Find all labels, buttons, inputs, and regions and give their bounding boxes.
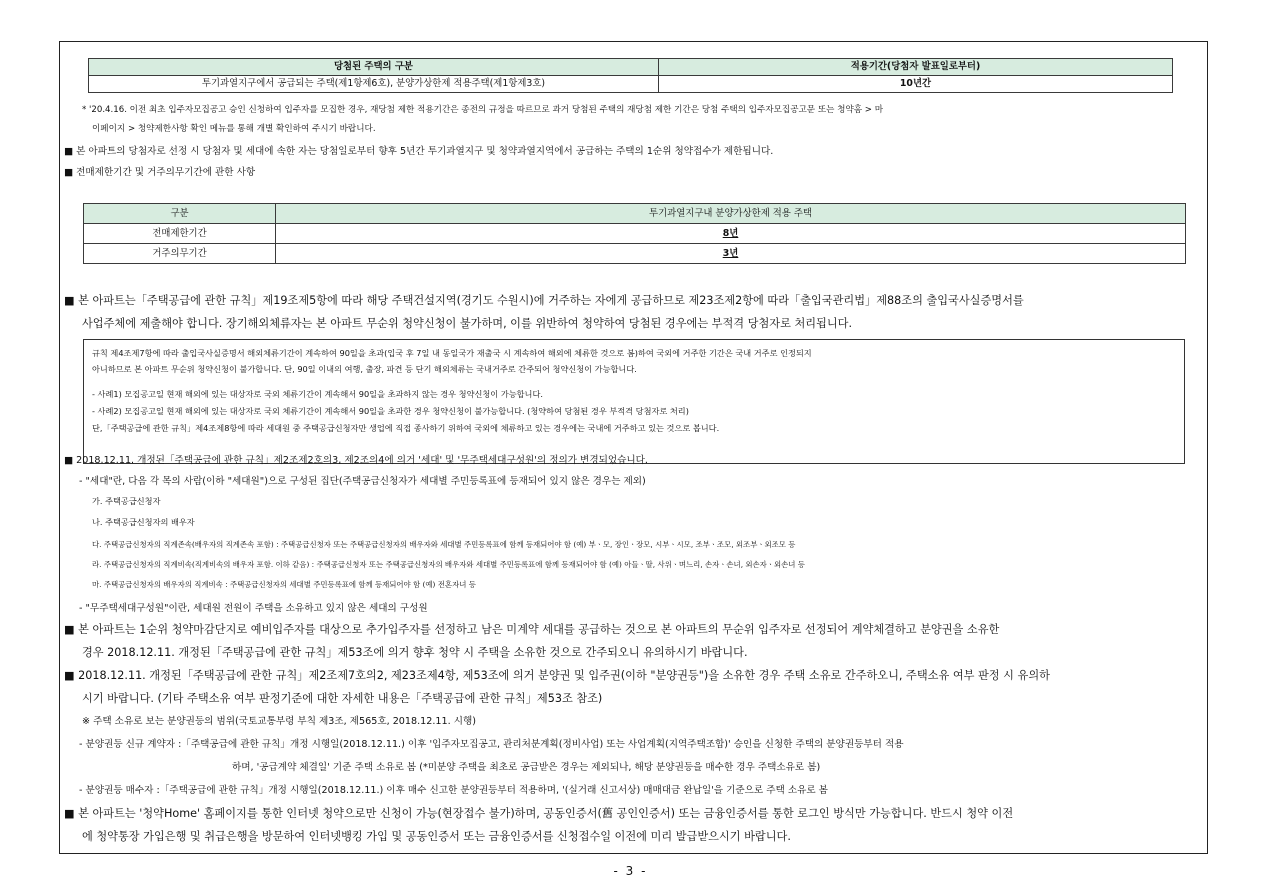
rewinning-restriction-table bbox=[88, 58, 1173, 93]
table-header-cell: 투기과열지구내 분양가상한제 적용 주택 bbox=[276, 204, 1186, 224]
table-row bbox=[89, 76, 1173, 93]
bullet-rights-line: - 분양권등 매수자 :「주택공급에 관한 규칙」개정 시행일(2018.12.11.) 이후 매수 신고한 분양권등부터 적용하며, '(실거래 신고서상) 매매대금 완납일'을 기준으로 주택 소유로 봄 bbox=[79, 785, 828, 796]
bullet-resale-title: ■ 전매제한기간 및 거주의무기간에 관한 사항 bbox=[64, 167, 256, 178]
resale-restriction-table bbox=[83, 203, 1186, 264]
bullet-rights-line: ※ 주택 소유로 보는 분양권등의 범위(국토교통부령 부칙 제3조, 제565호, 2018.12.11. 시행) bbox=[82, 716, 477, 727]
note-line: 이페이지 > 청약제한사항 확인 메뉴를 통해 개별 확인하여 주시기 바랍니다. bbox=[92, 124, 376, 134]
table-header-cell: 당첨된 주택의 구분 bbox=[89, 59, 659, 76]
bullet-rights-line: - 분양권등 신규 계약자 :「주택공급에 관한 규칙」개정 시행일(2018.12.11.) 이후 '입주자모집공고, 관리처분계획(정비사업) 또는 사업계획(지역주택조합)' 승인을 신청한 주택의 분양권등부터 적용 bbox=[79, 739, 904, 750]
table-header-cell: 구분 bbox=[84, 204, 276, 224]
box-line: - 사례2) 모집공고일 현재 해외에 있는 대상자로 국외 체류기간이 계속해서 90일을 초과한 경우 청약신청이 불가능합니다. (청약하여 당첨된 경우 부적격 당첨자로 처리) bbox=[92, 406, 689, 416]
household-nohouse: - "무주택세대구성원"이란, 세대원 전원이 주택을 소유하고 있지 않은 세대의 구성원 bbox=[79, 603, 428, 614]
table-cell: 투기과열지구에서 공급되는 주택(제1항제6호), 분양가상한제 적용주택(제1항제3호) bbox=[89, 76, 659, 93]
household-item: 다. 주택공급신청자의 직계존속(배우자의 직계존속 포함) : 주택공급신청자 또는 주택공급신청자의 배우자와 세대별 주민등록표에 함께 등재되어야 함 (예) 부ㆍ모, 장인ㆍ장모, 시부ㆍ시모, 조부ㆍ조모, 외조부ㆍ외조모 등 bbox=[92, 540, 796, 549]
page-number: - 3 - bbox=[613, 864, 648, 878]
household-item: 라. 주택공급신청자의 직계비속(직계비속의 배우자 포함. 이하 같음) : 주택공급신청자 또는 주택공급신청자의 배우자와 세대별 주민등록표에 함께 등재되어야 함 (예) 아들ㆍ딸, 사위ㆍ며느리, 손자ㆍ손녀, 외손자ㆍ외손녀 등 bbox=[92, 560, 805, 569]
bullet-residence-line: ■ 본 아파트는「주택공급에 관한 규칙」제19조제5항에 따라 해당 주택건설지역(경기도 수원시)에 거주하는 자에게 공급하므로 제23조제2항에 따라「출입국관리법」제88조의 출입국사실증명서를 bbox=[64, 294, 1024, 307]
table-header-row bbox=[84, 204, 1186, 224]
bullet-online-line: 에 청약통장 가입은행 및 취급은행을 방문하여 인터넷뱅킹 가입 및 공동인증서 또는 금융인증서를 신청접수일 이전에 미리 발급받으시기 바랍니다. bbox=[82, 830, 791, 843]
table-cell: 8년 bbox=[276, 224, 1186, 244]
table-cell: 3년 bbox=[276, 244, 1186, 264]
box-line: - 사례1) 모집공고일 현재 해외에 있는 대상자로 국외 체류기간이 계속해서 90일을 초과하지 않는 경우 청약신청이 가능합니다. bbox=[92, 389, 543, 399]
table-header-cell: 적용기간(당첨자 발표일로부터) bbox=[659, 59, 1173, 76]
overseas-stay-box bbox=[83, 339, 1185, 464]
bullet-residence-line: 사업주체에 제출해야 합니다. 장기해외체류자는 본 아파트 무순위 청약신청이 불가하며, 이를 위반하여 청약하여 당첨된 경우에는 부적격 당첨자로 처리됩니다. bbox=[82, 317, 853, 330]
table-cell: 10년간 bbox=[659, 76, 1173, 93]
bullet-unsold-line: ■ 본 아파트는 1순위 청약마감단지로 예비입주자를 대상으로 추가입주자를 선정하고 남은 미계약 세대를 공급하는 것으로 본 아파트의 무순위 입주자로 선정되어 계약체결하고 분양권을 소유한 bbox=[64, 623, 1000, 636]
bullet-restriction: ■ 본 아파트의 당첨자로 선정 시 당첨자 및 세대에 속한 자는 당첨일로부터 향후 5년간 투기과열지구 및 청약과열지역에서 공급하는 주택의 1순위 청약접수가 제한됩니다. bbox=[64, 146, 774, 157]
note-line: * '20.4.16. 이전 최초 입주자모집공고 승인 신청하여 입주자를 모집한 경우, 재당첨 제한 적용기간은 종전의 규정을 따르므로 과거 당첨된 주택의 재당첨 제한 기간은 당첨 주택의 입주자모집공고문 또는 청약홈 > 마 bbox=[82, 105, 884, 115]
table-cell: 전매제한기간 bbox=[84, 224, 276, 244]
table-header-row bbox=[89, 59, 1173, 76]
box-line: 아니하므로 본 아파트 무순위 청약신청이 불가합니다. 단, 90일 이내의 여행, 출장, 파견 등 단기 해외체류는 국내거주로 간주되어 청약신청이 가능합니다. bbox=[92, 364, 637, 374]
household-title: ■ 2018.12.11. 개정된「주택공급에 관한 규칙」제2조제2호의3, 제2조의4에 의거 '세대' 및 '무주택세대구성원'의 정의가 변경되었습니다. bbox=[64, 455, 648, 466]
table-cell: 거주의무기간 bbox=[84, 244, 276, 264]
table-row bbox=[84, 224, 1186, 244]
bullet-online-line: ■ 본 아파트는 '청약Home' 홈페이지를 통한 인터넷 청약으로만 신청이 가능(현장접수 불가)하며, 공동인증서(舊 공인인증서) 또는 금융인증서를 통한 로그인 방식만 가능합니다. 반드시 청약 이전 bbox=[64, 807, 1014, 820]
box-line: 단,「주택공급에 관한 규칙」제4조제8항에 따라 세대원 중 주택공급신청자만 생업에 직접 종사하기 위하여 국외에 체류하고 있는 경우에는 국내에 거주하고 있는 것으로 봅니다. bbox=[92, 423, 720, 433]
bullet-rights-line: 하며, '공급계약 체결일' 기준 주택 소유로 봄 (*미분양 주택을 최초로 공급받은 경우는 제외되나, 해당 분양권등을 매수한 경우 주택소유로 봄) bbox=[232, 762, 821, 773]
household-item: 마. 주택공급신청자의 배우자의 직계비속 : 주택공급신청자의 세대별 주민등록표에 함께 등재되어야 함 (예) 전혼자녀 등 bbox=[92, 580, 476, 589]
table-row bbox=[84, 244, 1186, 264]
box-line: 규칙 제4조제7항에 따라 출입국사실증명서 해외체류기간이 계속하여 90일을 초과(입국 후 7일 내 동일국가 재출국 시 계속하여 해외에 체류한 것으로 봄)하여 국외에 거주한 기간은 국내 거주로 인정되지 bbox=[92, 348, 812, 358]
household-def: - "세대"란, 다음 각 목의 사람(이하 "세대원")으로 구성된 집단(주택공급신청자가 세대별 주민등록표에 등재되어 있지 않은 경우는 제외) bbox=[79, 476, 646, 487]
household-item: 나. 주택공급신청자의 배우자 bbox=[92, 517, 195, 527]
bullet-rights-line: ■ 2018.12.11. 개정된「주택공급에 관한 규칙」제2조제7호의2, 제23조제4항, 제53조에 의거 분양권 및 입주권(이하 "분양권등")을 소유한 경우 주택 소유로 간주하오니, 주택소유 여부 판정 시 유의하 bbox=[64, 669, 1050, 682]
bullet-unsold-line: 경우 2018.12.11. 개정된「주택공급에 관한 규칙」제53조에 의거 향후 청약 시 주택을 소유한 것으로 간주되오니 유의하시기 바랍니다. bbox=[82, 646, 748, 659]
household-item: 가. 주택공급신청자 bbox=[92, 496, 161, 506]
bullet-rights-line: 시기 바랍니다. (기타 주택소유 여부 판정기준에 대한 자세한 내용은「주택공급에 관한 규칙」제53조 참조) bbox=[82, 692, 603, 705]
